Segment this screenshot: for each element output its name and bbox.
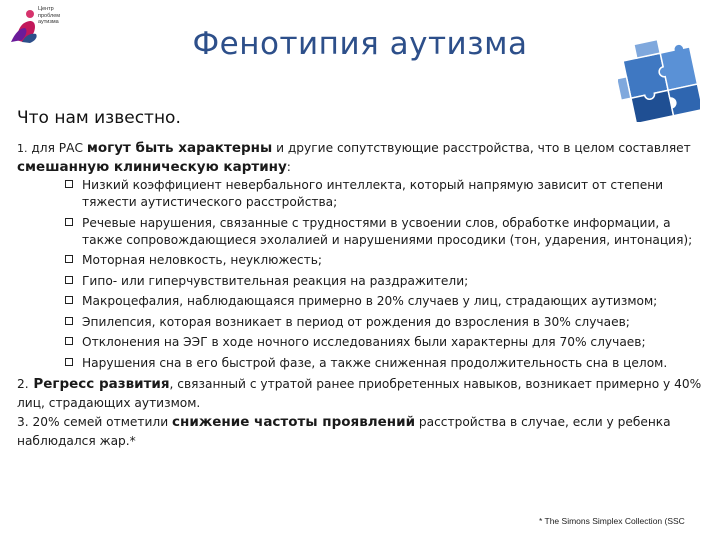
checkbox-bullet-icon	[65, 255, 73, 263]
text-run: , связанный с утратой ранее приобретенных навыков, возникает примерно у 40% лиц, страдающих аутизмом.	[17, 377, 702, 411]
emphasis-text: снижение частоты проявлений	[172, 414, 416, 431]
list-item	[65, 334, 707, 351]
list-item-text: Моторная неловкость, неуклюжесть;	[82, 253, 323, 268]
list-item	[65, 273, 707, 290]
logo-line: Центр	[38, 6, 54, 12]
paragraph-2	[17, 375, 707, 413]
text-run: :	[286, 160, 291, 174]
paragraph-number: 2.	[17, 377, 29, 392]
checkbox-bullet-icon	[65, 317, 73, 325]
list-item-text: Макроцефалия, наблюдающаяся примерно в 20% случаев у лиц, страдающих аутизмом;	[82, 294, 658, 309]
list-item-text: Гипо- или гиперчувствительная реакция на раздражители;	[82, 273, 469, 288]
page-title: Фенотипия аутизма	[192, 26, 528, 62]
logo-line: проблем	[38, 12, 61, 19]
checkbox-bullet-icon	[65, 337, 73, 345]
list-item-text: Эпилепсия, которая возникает в период от рождения до взросления в 30% случаев;	[82, 314, 630, 329]
emphasis-text: могут быть характерны	[86, 140, 273, 156]
section-subtitle: Что нам известно.	[17, 108, 181, 128]
text-run: 20% семей отметили	[28, 415, 173, 430]
list-item	[65, 215, 707, 249]
logo-line: аутизма	[38, 19, 59, 25]
text-run: расстройства в случае, если у ребенка наблюдался жар.*	[17, 415, 671, 449]
checkbox-bullet-icon	[65, 276, 73, 284]
checkbox-bullet-icon	[65, 180, 73, 188]
symptom-list	[17, 177, 707, 372]
list-item	[65, 355, 707, 372]
paragraph-1	[17, 139, 707, 177]
paragraph-number: 3.	[17, 415, 29, 430]
checkbox-bullet-icon	[65, 358, 73, 366]
list-item	[65, 293, 707, 310]
logo-text	[38, 6, 72, 26]
paragraph-number: 1.	[17, 142, 28, 155]
checkbox-bullet-icon	[65, 296, 73, 304]
list-item-text: Низкий коэффициент невербального интеллекта, который напрямую зависит от степени тяжести аутистического расстройства;	[82, 178, 664, 210]
paragraph-3	[17, 413, 707, 451]
emphasis-text: смешанную клиническую картину	[17, 159, 287, 175]
text-run: и другие сопутствующие расстройства, что в целом составляет	[272, 141, 691, 155]
list-item-text: Нарушения сна в его быстрой фазе, а также сниженная продолжительность сна в целом.	[82, 355, 668, 370]
emphasis-text: Регресс развития	[28, 376, 170, 393]
text-run: для РАС	[27, 141, 87, 155]
list-item	[65, 314, 707, 331]
list-item	[65, 177, 707, 211]
list-item-text: Отклонения на ЭЭГ в ходе ночного исследованиях были характерны для 70% случаев;	[82, 335, 646, 350]
body-text	[17, 139, 707, 451]
list-item-text: Речевые нарушения, связанные с трудностями в усвоении слов, обработке информации, а также сопровождающиеся эхолалией и нарушениями просодики (тон, ударения, интонация);	[82, 215, 693, 247]
puzzle-icon	[618, 40, 700, 122]
list-item	[65, 252, 707, 269]
footnote: * The Simons Simplex Collection (SSC	[539, 516, 685, 526]
checkbox-bullet-icon	[65, 218, 73, 226]
